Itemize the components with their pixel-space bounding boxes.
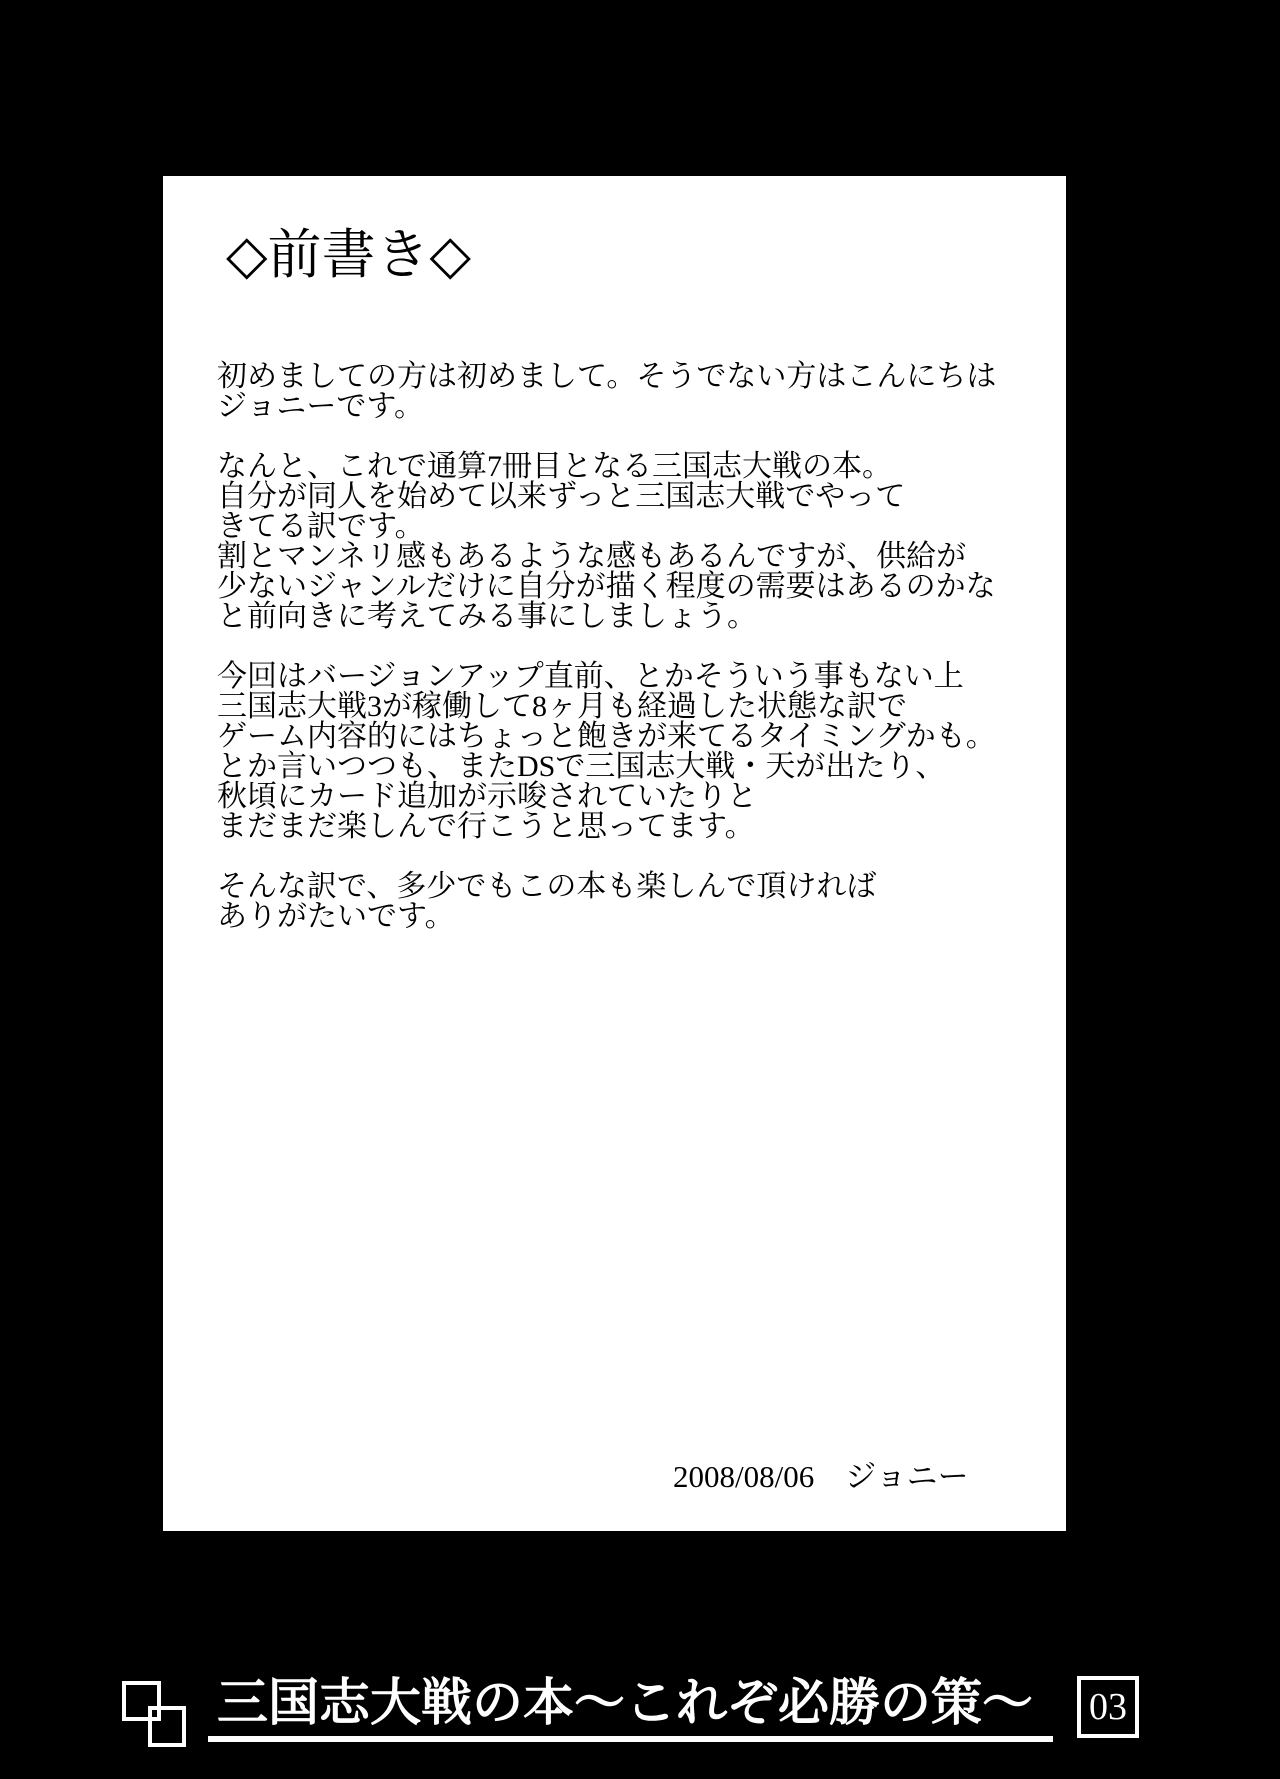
preface-line: 割とマンネリ感もあるような感もあるんですが、供給が: [217, 540, 967, 573]
preface-line: そんな訳で、多少でもこの本も楽しんで頂ければ: [217, 870, 877, 903]
overlapping-squares-icon: [122, 1681, 192, 1751]
preface-paragraph: [217, 362, 1017, 422]
preface-paragraph: [217, 872, 1017, 932]
preface-line: まだまだ楽しんで行こうと思ってます。: [217, 810, 755, 843]
preface-body: [217, 362, 1017, 962]
signature-date: 2008/08/06 ジョニー: [673, 1459, 969, 1494]
preface-line: 今回はバージョンアップ直前、とかそういう事もない上: [217, 660, 964, 693]
preface-line: きてる訳です。: [217, 510, 425, 543]
preface-line: 少ないジャンルだけに自分が描く程度の需要はあるのかな: [217, 570, 996, 603]
page-number-box: [1077, 1676, 1139, 1738]
preface-line: ゲーム内容的にはちょっと飽きが来てるタイミングかも。: [217, 720, 996, 753]
footer-series-title: 三国志大戦の本～これぞ必勝の策～: [217, 1676, 1034, 1732]
preface-line: とか言いつつも、またDSで三国志大戦・天が出たり、: [217, 750, 946, 783]
preface-paragraph: [217, 452, 1017, 632]
preface-heading: ◇前書き◇: [226, 225, 472, 285]
preface-line: 三国志大戦3が稼働して8ヶ月も経過した状態な訳で: [217, 690, 907, 723]
preface-line: 秋頃にカード追加が示唆されていたりと: [217, 780, 757, 813]
preface-line: 初めましての方は初めまして。そうでない方はこんにちは: [217, 360, 997, 393]
square-front-icon: [148, 1706, 186, 1747]
page-number: 03: [1089, 1686, 1127, 1728]
preface-line: なんと、これで通算7冊目となる三国志大戦の本。: [217, 450, 892, 483]
paper-sheet: [163, 176, 1066, 1531]
preface-paragraph: [217, 662, 1017, 842]
preface-line: ジョニーです。: [217, 390, 424, 423]
preface-line: ありがたいです。: [217, 900, 455, 933]
preface-line: 自分が同人を始めて以来ずっと三国志大戦でやって: [217, 480, 906, 513]
preface-line: と前向きに考えてみる事にしましょう。: [217, 600, 757, 633]
footer-rule: [208, 1736, 1053, 1742]
